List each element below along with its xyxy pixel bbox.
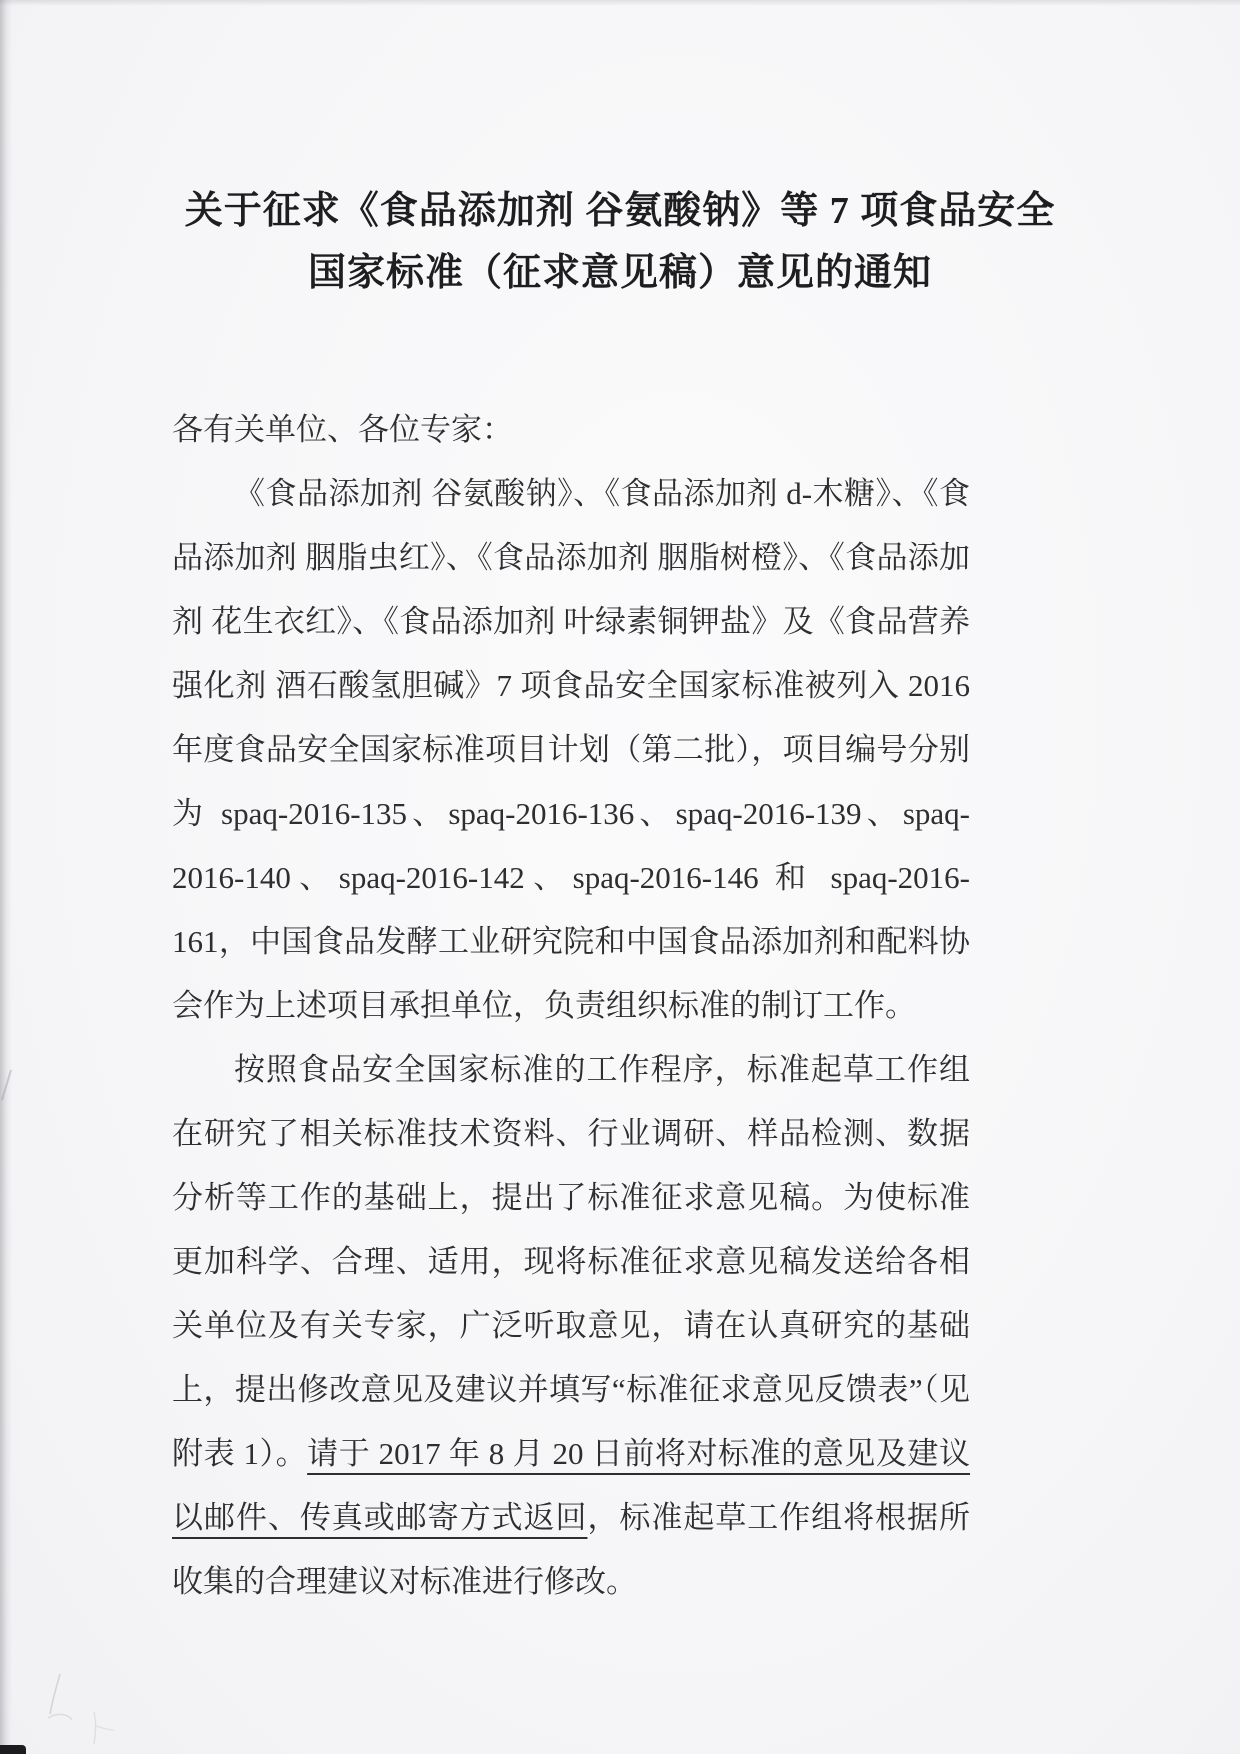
paragraph-procedure-closing: ，标准起草工作组将根据所收集的合理建议对标准进行修改。 [172, 1500, 971, 1599]
scan-margin-tick-mark [0, 1068, 14, 1102]
document-title [110, 180, 1130, 304]
paragraph-procedure [172, 1038, 970, 1614]
scan-left-edge-shadow [0, 0, 12, 1754]
deadline-underlined-text: 请于 2017 年 8 月 20 日前将对标准的意见及建议以邮件、传真或邮寄方式返回 [172, 1436, 971, 1535]
salutation-line: 各有关单位、各位专家： [172, 412, 513, 447]
paragraph-procedure-text: 按照食品安全国家标准的工作程序，标准起草工作组在研究了相关标准技术资料、行业调研、样品检测、数据分析等工作的基础上，提出了标准征求意见稿。为使标准更加科学、合理、适用，现将标准征求意见稿发送给各相关单位及有关专家，广泛听取意见，请在认真研究的基础上，提出修改意见及建议并填写“标准征求意见反馈表”（见附表 1）。 [172, 1052, 970, 1471]
paragraph-standards-list: 《食品添加剂 谷氨酸钠》、《食品添加剂 d-木糖》、《食品添加剂 胭脂虫红》、《食品添加剂 胭脂树橙》、《食品添加剂 花生衣红》、《食品添加剂 叶绿素铜钾盐》及《食品营养强化剂 酒石酸氢胆碱》7 项食品安全国家标准被列入 2016 年度食品安全国家标准项目计划（第二批），项目编号分别为 spaq-2016-135、spaq-2016-136、spaq-2016-139、spaq-2016-140、spaq-2016-142、spaq-2016-146 和 spaq-2016-161，中国食品发酵工业研究院和中国食品添加剂和配料协会作为上述项目承担单位，负责组织标准的制订工作。 [172, 476, 970, 1023]
scan-top-edge-shadow [0, 0, 1240, 6]
document-body [172, 398, 970, 1614]
pencil-smudge-mark [38, 1668, 128, 1750]
scan-bottom-left-corner-mark [0, 1745, 26, 1754]
document-title-line-2: 国家标准（征求意见稿）意见的通知 [307, 252, 932, 294]
document-title-line-1: 关于征求《食品添加剂 谷氨酸钠》等 7 项食品安全 [184, 190, 1056, 232]
